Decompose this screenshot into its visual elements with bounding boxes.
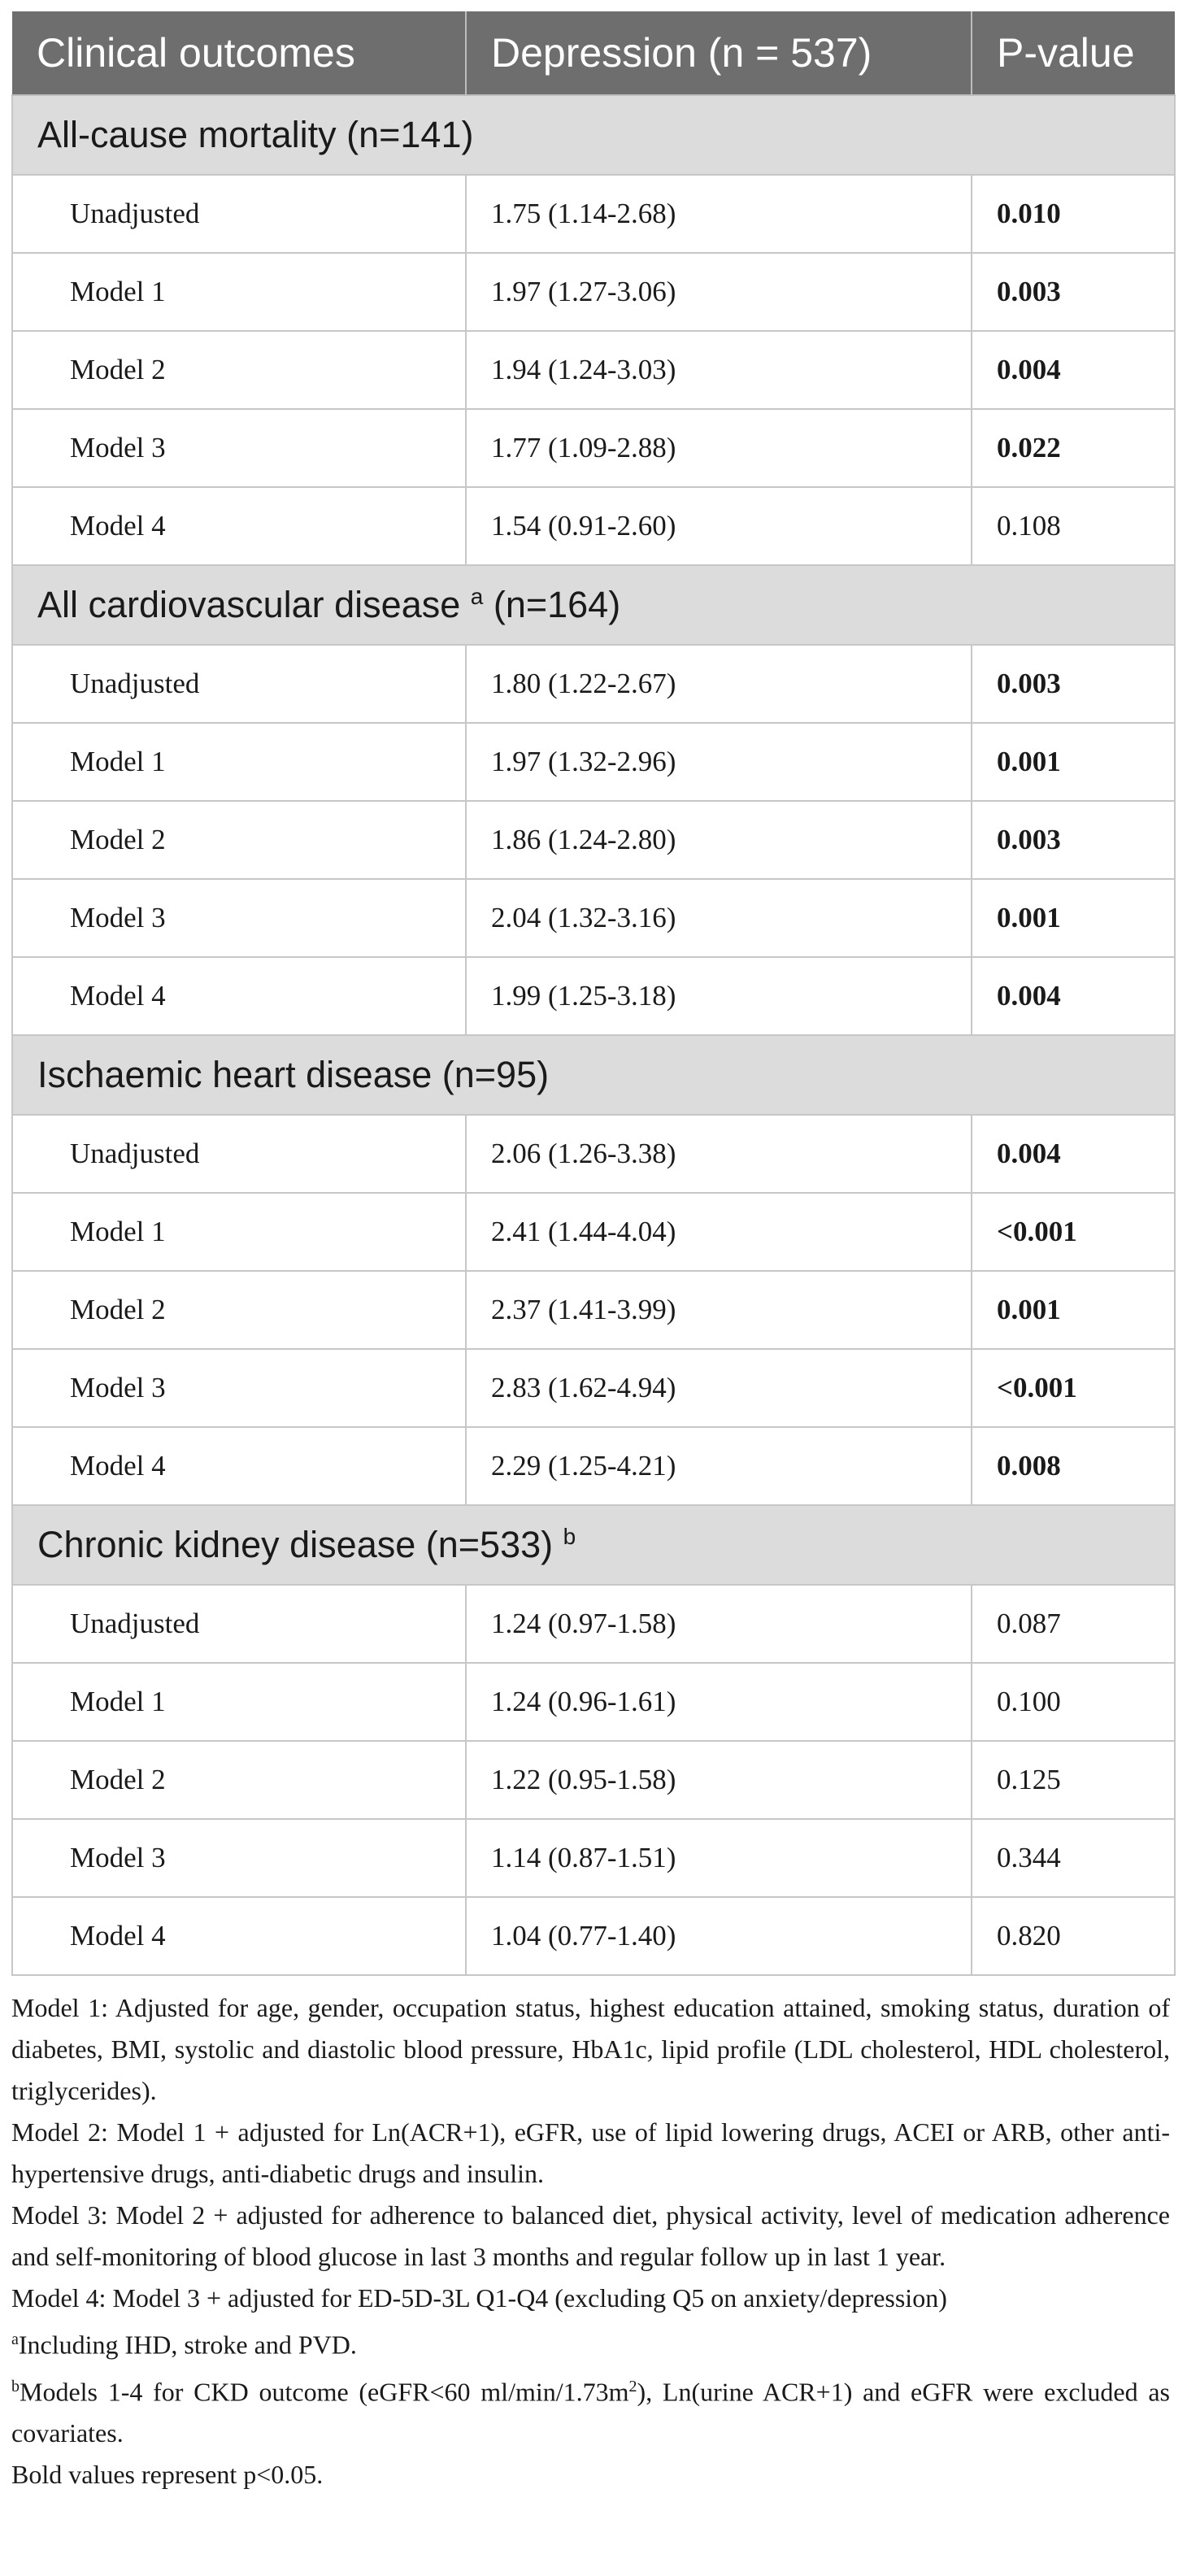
table-container [11,11,1174,2496]
row-p-value: 0.004 [972,957,1175,1035]
table-row [12,801,1175,879]
row-hazard-ratio: 1.80 (1.22-2.67) [466,645,972,723]
row-p-value: 0.087 [972,1585,1175,1663]
row-hazard-ratio: 1.97 (1.32-2.96) [466,723,972,801]
table-row [12,409,1175,487]
row-hazard-ratio: 1.22 (0.95-1.58) [466,1741,972,1819]
footnote-model-2: Model 2: Model 1 + adjusted for Ln(ACR+1), eGFR, use of lipid lowering drugs, ACEI or ARB, other anti-hypertensive drugs, anti-diabetic drugs and insulin. [11,2117,1170,2188]
section-title-text: All-cause mortality (n=141) [37,114,474,155]
row-hazard-ratio: 1.77 (1.09-2.88) [466,409,972,487]
row-hazard-ratio: 2.37 (1.41-3.99) [466,1271,972,1349]
section-title-suffix: (n=164) [483,584,621,625]
row-label: Model 4 [12,957,466,1035]
row-p-value: 0.001 [972,723,1175,801]
section-title [12,95,1175,175]
row-p-value: 0.003 [972,253,1175,331]
table-row [12,879,1175,957]
footnote-a-text: Including IHD, stroke and PVD. [18,2330,357,2360]
row-p-value: 0.100 [972,1663,1175,1741]
table-row [12,957,1175,1035]
row-label: Model 1 [12,253,466,331]
section-title-text: Chronic kidney disease (n=533) [37,1524,563,1565]
row-p-value: 0.001 [972,1271,1175,1349]
footnotes [11,1987,1170,2496]
row-label: Model 2 [12,331,466,409]
header-clinical-outcomes: Clinical outcomes [12,11,466,95]
header-p-value: P-value [972,11,1175,95]
footnote-b-mark: b [11,2377,20,2395]
row-p-value: 0.004 [972,1115,1175,1193]
table-header [12,11,1175,95]
table-row [12,723,1175,801]
row-hazard-ratio: 1.24 (0.97-1.58) [466,1585,972,1663]
section-title-footnote-mark: a [470,584,484,609]
row-hazard-ratio: 1.24 (0.96-1.61) [466,1663,972,1741]
table-row [12,1663,1175,1741]
table-row [12,487,1175,565]
row-p-value: 0.003 [972,645,1175,723]
row-hazard-ratio: 2.83 (1.62-4.94) [466,1349,972,1427]
table-row [12,1115,1175,1193]
row-p-value: 0.004 [972,331,1175,409]
table-row [12,1349,1175,1427]
table-row [12,645,1175,723]
row-p-value: 0.010 [972,175,1175,253]
row-p-value: 0.003 [972,801,1175,879]
row-hazard-ratio: 2.06 (1.26-3.38) [466,1115,972,1193]
row-label: Model 1 [12,1193,466,1271]
row-label: Unadjusted [12,1115,466,1193]
section-title-text: Ischaemic heart disease (n=95) [37,1054,550,1095]
table-row [12,1193,1175,1271]
row-label: Model 2 [12,801,466,879]
table-row [12,331,1175,409]
row-hazard-ratio: 1.14 (0.87-1.51) [466,1819,972,1897]
row-hazard-ratio: 1.54 (0.91-2.60) [466,487,972,565]
footnote-model-1: Model 1: Adjusted for age, gender, occupation status, highest education attained, smoking status, duration of diabetes, BMI, systolic and diastolic blood pressure, HbA1c, lipid profile (LDL cholesterol, HDL cholesterol, triglycerides). [11,1993,1170,2105]
footnote-b-text-2: ), Ln(urine ACR+1) and eGFR were excluded as covariates. [11,2377,1171,2448]
row-p-value: <0.001 [972,1349,1175,1427]
row-hazard-ratio: 1.99 (1.25-3.18) [466,957,972,1035]
row-label: Model 2 [12,1741,466,1819]
row-p-value: 0.022 [972,409,1175,487]
section-title [12,565,1175,645]
section-title-footnote-mark: b [563,1524,576,1549]
row-label: Model 4 [12,1427,466,1505]
row-hazard-ratio: 2.04 (1.32-3.16) [466,879,972,957]
header-depression: Depression (n = 537) [466,11,972,95]
footnote-a-mark: a [11,2330,19,2348]
table-row [12,1819,1175,1897]
row-hazard-ratio: 2.29 (1.25-4.21) [466,1427,972,1505]
row-p-value: 0.820 [972,1897,1175,1975]
row-p-value: 0.008 [972,1427,1175,1505]
section-title-text: All cardiovascular disease [37,584,471,625]
row-label: Model 3 [12,1349,466,1427]
footnote-b [11,2366,1170,2455]
row-label: Model 4 [12,487,466,565]
footnote-bold-note: Bold values represent p<0.05. [11,2460,324,2490]
row-label: Model 1 [12,723,466,801]
row-p-value: 0.125 [972,1741,1175,1819]
table-row [12,1897,1175,1975]
row-p-value: 0.001 [972,879,1175,957]
row-hazard-ratio: 1.97 (1.27-3.06) [466,253,972,331]
section-row [12,1035,1175,1115]
results-table [11,11,1176,1976]
table-row [12,175,1175,253]
section-row [12,565,1175,645]
section-title [12,1505,1175,1585]
row-label: Model 3 [12,1819,466,1897]
table-row [12,1271,1175,1349]
table-row [12,1427,1175,1505]
table-row [12,1741,1175,1819]
row-hazard-ratio: 2.41 (1.44-4.04) [466,1193,972,1271]
footnote-a [11,2319,1170,2366]
table-row [12,1585,1175,1663]
table-row [12,253,1175,331]
footnote-model-3: Model 3: Model 2 + adjusted for adherence to balanced diet, physical activity, level of medication adherence and self-monitoring of blood glucose in last 3 months and regular follow up in last 1 year. [11,2200,1170,2271]
row-label: Model 4 [12,1897,466,1975]
footnote-model-4: Model 4: Model 3 + adjusted for ED-5D-3L Q1-Q4 (excluding Q5 on anxiety/depression) [11,2283,947,2313]
row-p-value: <0.001 [972,1193,1175,1271]
row-hazard-ratio: 1.04 (0.77-1.40) [466,1897,972,1975]
row-label: Unadjusted [12,645,466,723]
section-row [12,95,1175,175]
row-hazard-ratio: 1.75 (1.14-2.68) [466,175,972,253]
row-hazard-ratio: 1.86 (1.24-2.80) [466,801,972,879]
row-label: Model 2 [12,1271,466,1349]
row-hazard-ratio: 1.94 (1.24-3.03) [466,331,972,409]
row-p-value: 0.344 [972,1819,1175,1897]
table-body [12,95,1175,1975]
row-label: Model 3 [12,879,466,957]
section-title [12,1035,1175,1115]
footnote-b-superscript: 2 [628,2377,637,2395]
row-label: Unadjusted [12,1585,466,1663]
row-label: Model 3 [12,409,466,487]
row-p-value: 0.108 [972,487,1175,565]
row-label: Model 1 [12,1663,466,1741]
footnote-b-text-1: Models 1-4 for CKD outcome (eGFR<60 ml/min/1.73m [20,2377,629,2407]
row-label: Unadjusted [12,175,466,253]
section-row [12,1505,1175,1585]
